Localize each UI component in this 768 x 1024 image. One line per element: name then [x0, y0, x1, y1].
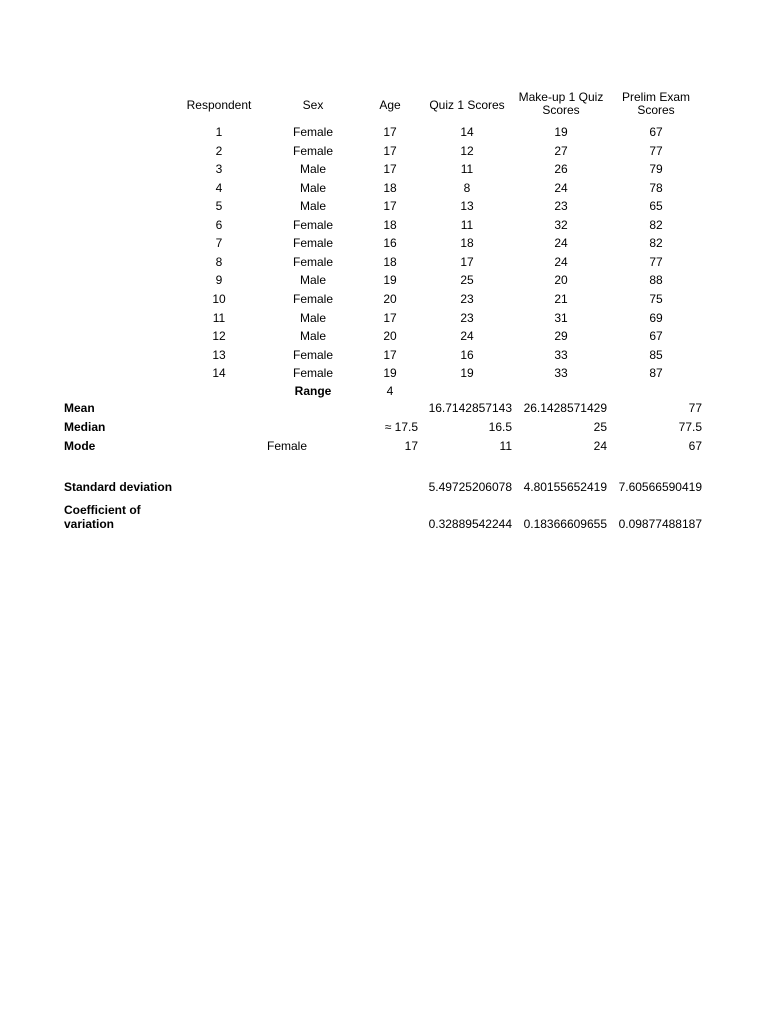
- median-makeup1: 25: [593, 420, 607, 434]
- cell-makeup1: 33: [554, 366, 568, 381]
- stdev-label: Standard deviation: [64, 480, 173, 494]
- cell-makeup1: 29: [554, 329, 568, 344]
- cv-quiz1: 0.32889542244: [428, 517, 512, 531]
- cell-quiz1: 23: [460, 310, 474, 325]
- cell-respondent: 2: [215, 143, 223, 158]
- mode-label: Mode: [64, 439, 96, 453]
- cell-age: 20: [383, 329, 397, 344]
- cell-makeup1: 23: [554, 199, 568, 214]
- cell-age: 17: [383, 347, 397, 362]
- cell-quiz1: 25: [460, 273, 474, 288]
- cell-sex: Male: [299, 273, 327, 288]
- cell-prelim: 79: [649, 162, 663, 177]
- cell-quiz1: 11: [460, 217, 474, 232]
- cell-sex: Female: [292, 125, 334, 139]
- cell-quiz1: 18: [460, 236, 474, 251]
- cell-age: 17: [383, 310, 397, 325]
- cell-quiz1: 24: [460, 329, 474, 344]
- cell-prelim: 82: [649, 217, 663, 232]
- cell-makeup1: 27: [554, 143, 568, 158]
- cell-sex: Female: [292, 366, 334, 381]
- median-quiz1: 16.5: [488, 420, 512, 434]
- stdev-prelim: 7.60566590419: [618, 480, 702, 494]
- cell-prelim: 75: [649, 291, 663, 306]
- stdev-makeup1: 4.80155652419: [523, 480, 607, 494]
- cell-prelim: 67: [649, 329, 663, 344]
- mode-prelim: 67: [688, 439, 702, 453]
- cell-prelim: 67: [649, 125, 663, 139]
- cell-quiz1: 14: [460, 125, 474, 139]
- cell-makeup1: 32: [554, 217, 568, 232]
- cell-makeup1: 26: [554, 162, 568, 177]
- cell-respondent: 3: [215, 162, 223, 177]
- cell-quiz1: 23: [460, 291, 474, 306]
- cell-respondent: 9: [215, 273, 223, 288]
- cell-age: 17: [383, 199, 397, 214]
- cell-sex: Male: [299, 162, 327, 177]
- cell-prelim: 65: [649, 199, 663, 214]
- header-makeup1: Make-up 1 Quiz Scores: [518, 90, 604, 117]
- cell-age: 17: [383, 143, 397, 158]
- cell-sex: Male: [299, 180, 327, 195]
- cell-respondent: 6: [215, 217, 223, 232]
- cell-makeup1: 19: [554, 125, 568, 139]
- cv-label-line2: variation: [64, 517, 115, 531]
- cell-sex: Female: [292, 143, 334, 158]
- cell-makeup1: 33: [554, 347, 568, 362]
- stdev-quiz1: 5.49725206078: [428, 480, 512, 494]
- cell-quiz1: 13: [460, 199, 474, 214]
- cv-prelim: 0.09877488187: [618, 517, 702, 531]
- cell-sex: Male: [299, 329, 327, 344]
- mode-quiz1: 11: [499, 439, 512, 453]
- mode-sex: Female: [266, 439, 307, 453]
- cell-quiz1: 11: [460, 162, 474, 177]
- mean-label: Mean: [64, 401, 95, 415]
- cell-quiz1: 8: [463, 180, 471, 195]
- cell-age: 18: [383, 180, 397, 195]
- cell-age: 19: [383, 273, 397, 288]
- cell-respondent: 14: [212, 366, 226, 381]
- cell-prelim: 77: [649, 143, 663, 158]
- cell-sex: Male: [299, 199, 327, 214]
- cell-respondent: 11: [212, 310, 226, 325]
- cell-quiz1: 19: [460, 366, 474, 381]
- mode-makeup1: 24: [593, 439, 607, 453]
- cell-age: 19: [383, 366, 397, 381]
- cell-prelim: 78: [649, 180, 663, 195]
- cell-respondent: 13: [212, 347, 226, 362]
- median-label: Median: [64, 420, 106, 434]
- cell-makeup1: 20: [554, 273, 568, 288]
- cell-makeup1: 24: [554, 254, 568, 269]
- header-quiz1: Quiz 1 Scores: [429, 98, 505, 112]
- cell-age: 18: [383, 254, 397, 269]
- range-label: Range: [294, 384, 332, 398]
- header-sex: Sex: [302, 98, 324, 112]
- cell-sex: Female: [292, 236, 334, 251]
- header-age: Age: [379, 98, 401, 112]
- mean-makeup1: 26.1428571429: [523, 401, 607, 415]
- cell-makeup1: 31: [554, 310, 568, 325]
- cell-sex: Female: [292, 217, 334, 232]
- cell-age: 17: [383, 125, 397, 139]
- cell-prelim: 88: [649, 273, 663, 288]
- cell-prelim: 69: [649, 310, 663, 325]
- cell-age: 20: [383, 291, 397, 306]
- cell-quiz1: 17: [460, 254, 474, 269]
- header-respondent: Respondent: [186, 98, 252, 112]
- cell-age: 17: [383, 162, 397, 177]
- cell-sex: Male: [299, 310, 327, 325]
- cell-quiz1: 12: [460, 143, 474, 158]
- mean-prelim: 77: [688, 401, 702, 415]
- cv-makeup1: 0.18366609655: [523, 517, 607, 531]
- cell-respondent: 7: [215, 236, 223, 251]
- median-age: ≈ 17.5: [384, 420, 418, 434]
- mean-quiz1: 16.7142857143: [428, 401, 512, 415]
- cell-respondent: 5: [215, 199, 223, 214]
- cv-label-line1: Coefficient of: [64, 503, 141, 517]
- mode-age: 17: [404, 439, 418, 453]
- cell-prelim: 85: [649, 347, 663, 362]
- cell-respondent: 10: [212, 291, 226, 306]
- cell-quiz1: 16: [460, 347, 474, 362]
- cell-sex: Female: [292, 254, 334, 269]
- header-prelim: Prelim Exam Scores: [621, 90, 690, 117]
- cell-respondent: 12: [212, 329, 226, 344]
- median-prelim: 77.5: [678, 420, 702, 434]
- cell-age: 16: [383, 236, 397, 251]
- cell-prelim: 77: [649, 254, 663, 269]
- cell-sex: Female: [292, 291, 334, 306]
- range-age: 4: [386, 384, 394, 398]
- cell-sex: Female: [292, 347, 334, 362]
- cell-respondent: 1: [215, 125, 223, 139]
- cell-makeup1: 24: [554, 236, 568, 251]
- cell-prelim: 82: [649, 236, 663, 251]
- cell-prelim: 87: [649, 366, 663, 381]
- cell-makeup1: 21: [554, 291, 568, 306]
- cell-respondent: 8: [215, 254, 223, 269]
- cell-makeup1: 24: [554, 180, 568, 195]
- cell-respondent: 4: [215, 180, 223, 195]
- cell-age: 18: [383, 217, 397, 232]
